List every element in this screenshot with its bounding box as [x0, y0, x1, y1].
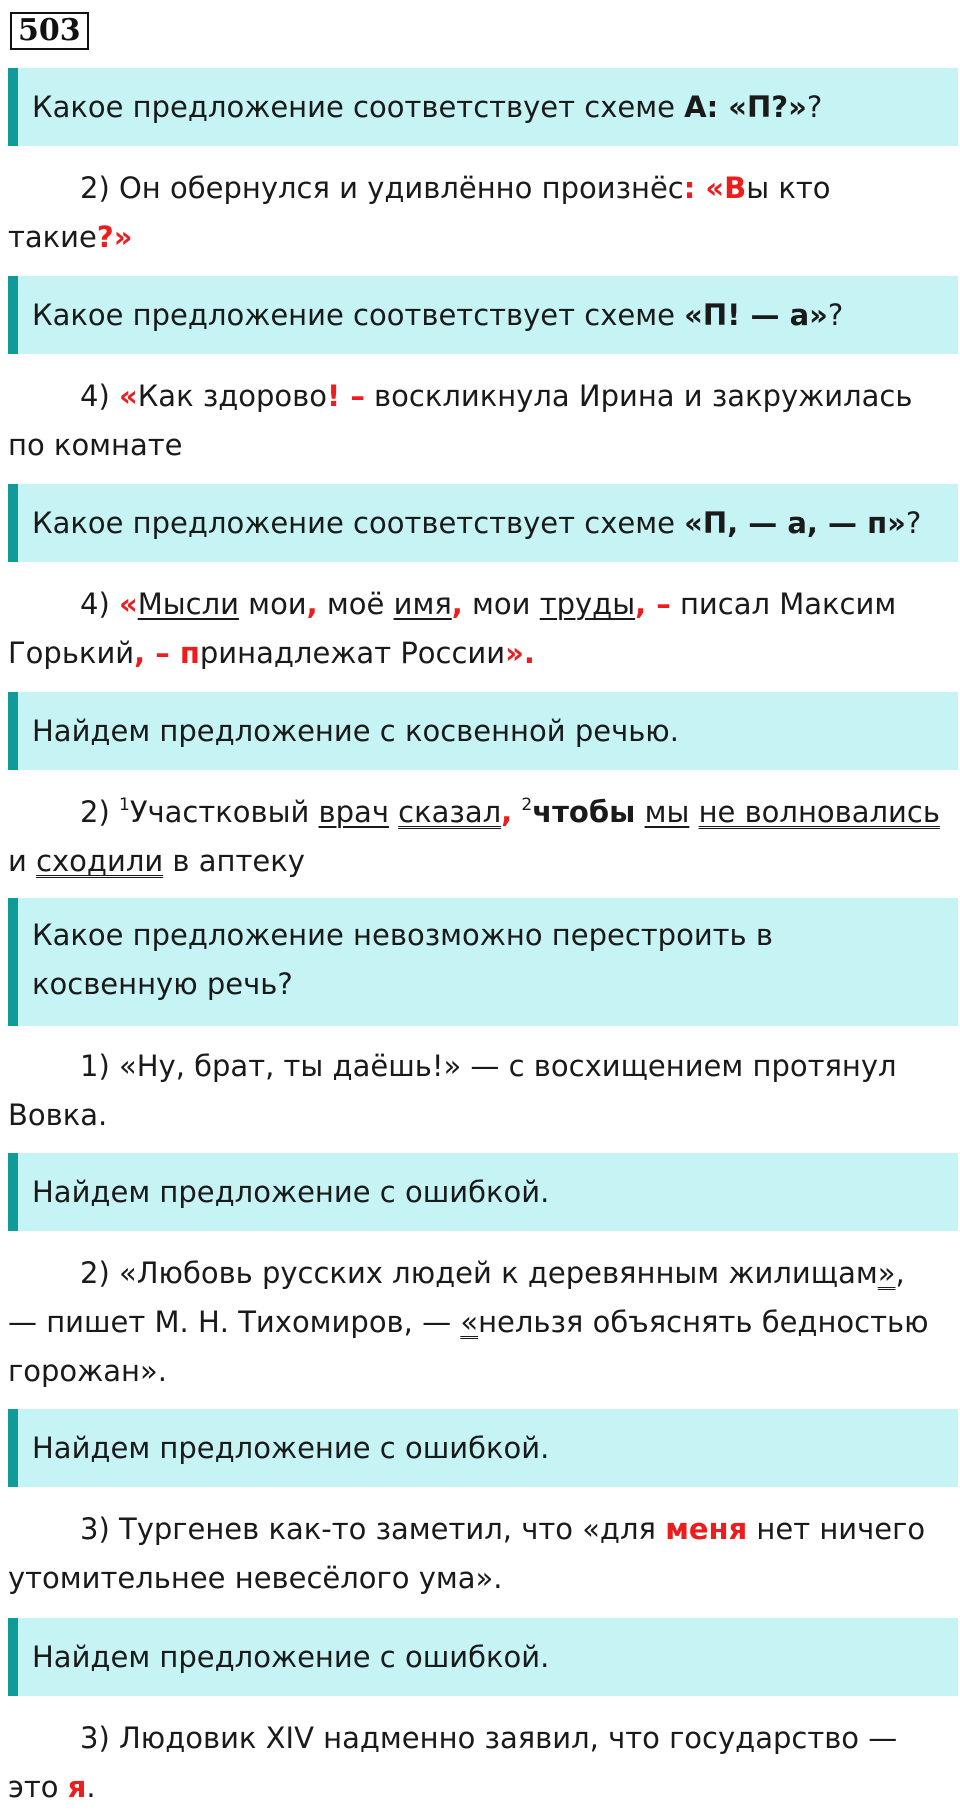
text-segment — [389, 795, 398, 829]
text-segment: 2) — [80, 795, 119, 829]
text-segment: в аптеку — [163, 844, 305, 878]
text-segment: сказал — [398, 795, 502, 829]
text-segment: Мысли — [137, 587, 239, 621]
text-segment: имя — [393, 587, 452, 621]
text-segment: горожан». — [8, 1354, 167, 1388]
text-segment: Горький — [8, 636, 135, 670]
answer-text — [8, 164, 958, 262]
text-segment: 1 — [118, 795, 130, 815]
answer-text — [8, 788, 958, 886]
text-segment: Вовка. — [8, 1098, 108, 1132]
text-segment: Участковый — [129, 795, 319, 829]
text-segment: не волновались — [698, 795, 940, 829]
question-text: Какое предложение соответствует схеме — [32, 298, 685, 332]
question-text: Найдем предложение с ошибкой. — [32, 1175, 550, 1209]
text-segment: 2) Он обернулся и удивлённо произнёс — [80, 171, 684, 205]
question-box — [8, 1618, 958, 1696]
text-segment: труды — [539, 587, 636, 621]
text-segment: мы — [644, 795, 690, 829]
answer-line — [8, 1763, 958, 1812]
text-segment: , — [895, 1256, 905, 1290]
answer-line — [8, 1249, 958, 1298]
text-segment: . — [86, 1770, 96, 1804]
text-segment: » — [877, 1256, 896, 1290]
text-segment: , – п — [134, 636, 200, 670]
text-segment: и — [8, 844, 37, 878]
text-segment — [635, 795, 644, 829]
text-segment: « — [118, 379, 138, 413]
answer-line — [8, 1505, 958, 1554]
question-box — [8, 484, 958, 562]
answer-text — [8, 1042, 958, 1140]
text-segment: нет ничего — [747, 1512, 926, 1546]
text-segment: 3) Людовик XIV надменно заявил, что государство — — [80, 1721, 898, 1755]
text-segment: писал Максим — [670, 587, 897, 621]
text-segment: мои — [462, 587, 540, 621]
question-box — [8, 898, 958, 1026]
question-mark: ? — [827, 298, 844, 332]
text-segment: , — [501, 795, 513, 829]
text-segment: по комнате — [8, 428, 183, 462]
exercise-number: 503 — [10, 12, 89, 50]
scheme-text: «П, — а, — п» — [684, 506, 906, 540]
text-segment: чтобы — [532, 795, 636, 829]
answer-line — [8, 421, 958, 470]
text-segment: 2) «Любовь русских людей к деревянным жилищам — [80, 1256, 878, 1290]
text-segment: 3) Тургенев как-то заметил, что «для — [80, 1512, 666, 1546]
text-segment: ! – — [327, 379, 365, 413]
text-segment: , – — [635, 587, 671, 621]
text-segment: это — [8, 1770, 68, 1804]
answer-line — [8, 837, 958, 886]
text-segment: врач — [318, 795, 389, 829]
text-segment: мои — [238, 587, 307, 621]
text-segment: « — [460, 1305, 479, 1339]
text-segment: ?» — [96, 220, 133, 254]
text-segment: меня — [665, 1512, 748, 1546]
answer-line — [8, 1042, 958, 1091]
text-segment: сходили — [36, 844, 164, 878]
question-text: Найдем предложение с ошибкой. — [32, 1431, 550, 1465]
question-text: Какое предложение соответствует схеме — [32, 506, 685, 540]
text-segment: ы кто — [746, 171, 831, 205]
question-mark: ? — [905, 506, 922, 540]
answer-text — [8, 372, 958, 470]
question-box — [8, 692, 958, 770]
question-box — [8, 276, 958, 354]
answer-line — [8, 629, 958, 678]
question-text: Какое предложение соответствует схеме — [32, 90, 685, 124]
text-segment: нельзя объяснять бедностью — [478, 1305, 929, 1339]
text-segment: ринадлежат России — [199, 636, 506, 670]
text-segment: ». — [505, 636, 535, 670]
question-mark: ? — [806, 90, 823, 124]
answer-line — [8, 1347, 958, 1396]
question-text: Найдем предложение с ошибкой. — [32, 1640, 550, 1674]
text-segment: « — [118, 587, 138, 621]
text-segment: — пишет М. Н. Тихомиров, — — [8, 1305, 461, 1339]
answer-line — [8, 1714, 958, 1763]
answer-text — [8, 1714, 958, 1812]
answer-line — [8, 372, 958, 421]
question-text-line2: косвенную речь? — [32, 967, 293, 1001]
answer-line — [8, 164, 958, 213]
text-segment: утомительнее невесёлого ума». — [8, 1561, 503, 1595]
answer-text — [8, 1249, 958, 1396]
text-segment: воскликнула Ирина и закружилась — [364, 379, 913, 413]
question-text: Какое предложение невозможно перестроить в — [32, 918, 773, 952]
text-segment: , — [306, 587, 318, 621]
text-segment: 4) — [80, 587, 119, 621]
question-box — [8, 1409, 958, 1487]
answer-line — [8, 213, 958, 262]
text-segment: моё — [317, 587, 394, 621]
answer-line — [8, 788, 958, 837]
text-segment — [512, 795, 521, 829]
text-segment: такие — [8, 220, 97, 254]
answer-line — [8, 580, 958, 629]
text-segment: : «В — [683, 171, 747, 205]
answer-text — [8, 580, 958, 678]
question-text: Найдем предложение с косвенной речью. — [32, 714, 679, 748]
question-box — [8, 1153, 958, 1231]
answer-line — [8, 1298, 958, 1347]
answer-text — [8, 1505, 958, 1603]
question-box — [8, 68, 958, 146]
answer-line — [8, 1554, 958, 1603]
text-segment: 2 — [521, 795, 533, 815]
scheme-text: «П! — а» — [684, 298, 828, 332]
text-segment — [689, 795, 698, 829]
text-segment: Как здорово — [137, 379, 328, 413]
text-segment: , — [451, 587, 463, 621]
text-segment: 4) — [80, 379, 119, 413]
answer-line — [8, 1091, 958, 1140]
text-segment: я — [67, 1770, 87, 1804]
scheme-text: А: «П?» — [684, 90, 807, 124]
text-segment: 1) «Ну, брат, ты даёшь!» — с восхищением протянул — [80, 1049, 897, 1083]
